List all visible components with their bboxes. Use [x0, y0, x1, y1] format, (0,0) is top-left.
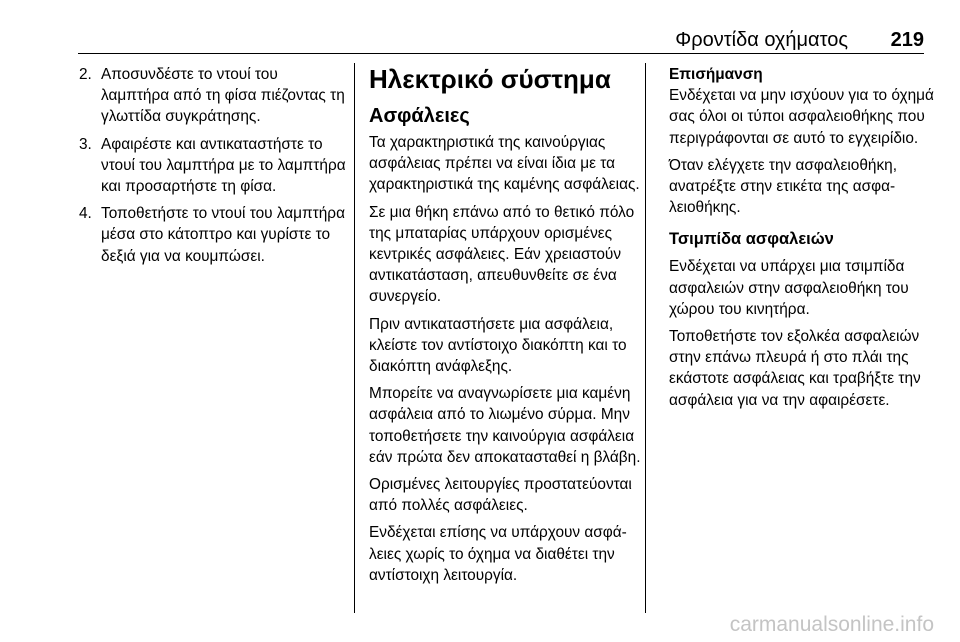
column-divider-left — [354, 63, 355, 613]
column-electrical-system — [369, 64, 641, 592]
column-divider-right — [645, 63, 646, 613]
note-label: Επισήμανση — [669, 66, 763, 83]
step-number: 4. — [79, 205, 92, 223]
paragraph: Ορισμένες λειτουργίες προστατεύονται από πολλές ασφάλειες. — [369, 476, 632, 515]
paragraph: Ενδέχεται επίσης να υπάρχουν ασφάλειες χωρίς το όχημα να διαθέτει την αντίστοιχη λειτουργία. — [369, 524, 627, 584]
list-item — [79, 64, 347, 128]
paragraph: Τα χαρακτηριστικά της καινούργιας ασφάλειας πρέπει να είναι ίδια με τα χαρακτηριστικά της καμένης ασφάλειας. — [369, 134, 640, 194]
section-title: Ηλεκτρικό σύστημα — [369, 64, 611, 94]
note-text-2: Όταν ελέγχετε την ασφαλειοθήκη, ανατρέξτε στην ετικέτα της ασφαλειοθήκης. — [669, 156, 897, 217]
paragraph: Μπορείτε να αναγνωρίσετε μια καμένη ασφάλεια από το λιωμένο σύρμα. Μην τοποθετήσετε την καινούργια ασφάλεια εάν πρώτα δεν αποκατασταθεί η βλάβη. — [369, 385, 641, 466]
paragraph: Ενδέχεται να υπάρχει μια τσιμπίδα ασφαλειών στην ασφαλειοθήκη του χώρου του κινητήρα. — [669, 258, 909, 318]
step-number: 2. — [79, 66, 92, 83]
step-text: Τοποθετήστε το ντουί του λαμπτήρα μέσα στο κάτοπτρο και γυρίστε το δεξιά για να κουμπώσει. — [101, 205, 345, 265]
steps-list — [79, 64, 347, 267]
step-text: Αποσυνδέστε το ντουί του λαμπτήρα από τη φίσα πιέζοντας τη γλωττίδα συγκράτησης. — [101, 66, 345, 126]
watermark: carmanualsonline.info — [729, 613, 934, 636]
paragraph: Σε μια θήκη επάνω από το θετικό πόλο της μπαταρίας υπάρχουν ορισμένες κεντρικές ασφάλειες. Εάν χρειαστούν αντικατάσταση, απευθυνθείτε σε ένα συνεργείο. — [369, 203, 635, 306]
list-item — [79, 203, 347, 267]
note-block — [669, 64, 939, 218]
paragraph: Πριν αντικαταστήσετε μια ασφάλεια, κλείστε τον αντίστοιχο διακόπτη και το διακόπτη ανάφλεξης. — [369, 315, 627, 376]
header-divider — [78, 53, 924, 54]
page-header — [0, 0, 960, 60]
step-number: 3. — [79, 135, 92, 153]
column-notes — [669, 64, 939, 417]
paragraph: Τοποθετήστε τον εξολκέα ασφαλειών στην επάνω πλευρά ή στο πλάι της εκάστοτε ασφάλειας και τραβήξτε την ασφάλεια για να την αφαιρέσετε. — [669, 328, 921, 409]
page-number: 219 — [890, 29, 924, 51]
list-item — [79, 134, 347, 198]
page-header-title: Φροντίδα οχήματος — [675, 29, 848, 51]
subsection-title-fuses: Ασφάλειες — [369, 105, 470, 127]
subsection-title-fuse-extractor: Τσιμπίδα ασφαλειών — [669, 230, 834, 249]
step-text: Αφαιρέστε και αντικαταστήστε το ντουί του λαμπτήρα με το λαμπτήρα και προσαρτήστε τη φίσα. — [101, 135, 346, 196]
column-steps — [79, 64, 347, 273]
note-text: Ενδέχεται να μην ισχύουν για το όχημά σας όλοι οι τύποι ασφαλειοθήκης που περιγράφονται σε αυτό το εγχειρίδιο. — [669, 87, 934, 147]
